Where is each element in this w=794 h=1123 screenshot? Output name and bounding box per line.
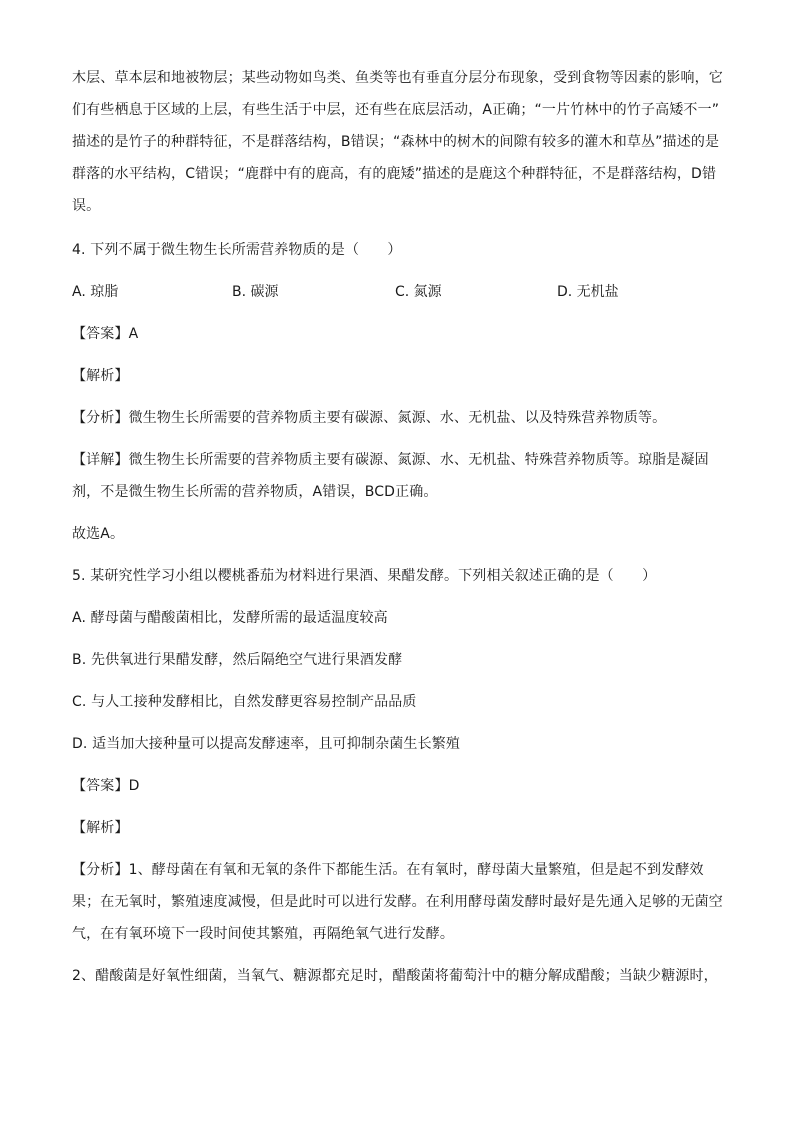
question-stem: 5. 某研究性学习小组以樱桃番茄为材料进行果酒、果醋发酵。下列相关叙述正确的是（ ）	[72, 568, 657, 584]
analysis-text: 气，在有氧环境下一段时间使其繁殖，再隔绝氧气进行发酵。	[72, 926, 455, 942]
answer-label: 【答案】D	[72, 778, 140, 794]
conclusion-text: 故选A。	[72, 526, 125, 542]
analysis-heading: 【解析】	[72, 820, 129, 836]
analysis-heading: 【解析】	[72, 368, 129, 384]
question-5	[72, 560, 722, 992]
analysis-text: 【分析】微生物生长所需要的营养物质主要有碳源、氮源、水、无机盐、以及特殊营养物质等。	[72, 410, 667, 426]
option-b: B. 碳源	[232, 284, 279, 300]
question-stem: 4. 下列不属于微生物生长所需营养物质的是（ ）	[72, 242, 402, 258]
option-a: A. 酵母菌与醋酸菌相比，发酵所需的最适温度较高	[72, 610, 388, 626]
analysis-text: 果；在无氧时，繁殖速度减慢，但是此时可以进行发酵。在利用酵母菌发酵时最好是先通入足够的无菌空	[72, 894, 723, 910]
text-line: 描述的是竹子的种群特征，不是群落结构，B错误；“森林中的树木的间隙有较多的灌木和草丛”描述的是	[72, 134, 720, 150]
question-4	[72, 234, 722, 550]
detail-text: 【详解】微生物生长所需要的营养物质主要有碳源、氮源、水、无机盐、特殊营养物质等。琼脂是凝固	[72, 452, 709, 468]
option-a: A. 琼脂	[72, 284, 119, 300]
text-line: 群落的水平结构，C错误；“鹿群中有的鹿高，有的鹿矮”描述的是鹿这个种群特征，不是群落结构，D错	[72, 166, 717, 182]
option-d: D. 适当加大接种量可以提高发酵速率，且可抑制杂菌生长繁殖	[72, 736, 461, 752]
analysis-point-2: 2、醋酸菌是好氧性细菌，当氧气、糖源都充足时，醋酸菌将葡萄汁中的糖分解成醋酸；当缺少糖源时，	[72, 968, 718, 984]
detail-text: 剂，不是微生物生长所需的营养物质，A错误，BCD正确。	[72, 484, 438, 500]
option-row	[72, 276, 722, 308]
text-line: 们有些栖息于区域的上层，有些生活于中层，还有些在底层活动，A正确；“一片竹林中的竹子高矮不一”	[72, 102, 720, 118]
text-line: 木层、草本层和地被物层；某些动物如鸟类、鱼类等也有垂直分层分布现象，受到食物等因素的影响，它	[72, 70, 723, 86]
option-c: C. 氮源	[395, 284, 442, 300]
document-page	[72, 62, 722, 992]
previous-explanation	[72, 62, 722, 222]
answer-label: 【答案】A	[72, 326, 139, 342]
analysis-text: 【分析】1、酵母菌在有氧和无氧的条件下都能生活。在有氧时，酵母菌大量繁殖，但是起不到发酵效	[72, 862, 704, 878]
text-line: 误。	[72, 198, 101, 214]
option-c: C. 与人工接种发酵相比，自然发酵更容易控制产品品质	[72, 694, 417, 710]
option-b: B. 先供氧进行果醋发酵，然后隔绝空气进行果酒发酵	[72, 652, 403, 668]
option-d: D. 无机盐	[557, 284, 619, 300]
